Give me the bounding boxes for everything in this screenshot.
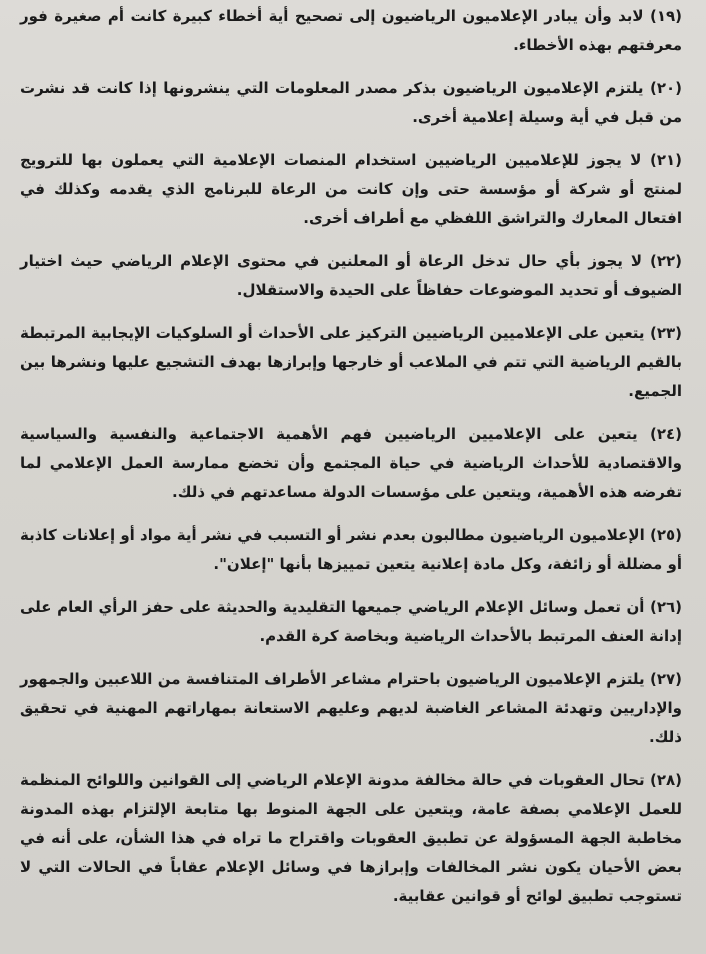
clause-21: (٢١) لا يجوز للإعلاميين الرياضيين استخدام المنصات الإعلامية التي يعملون بها للترويج لمنتج أو شركة أو مؤسسة حتى وإن كانت من الرعاة للبرنامج الذي يقدمه وكذلك في افتعال المعارك والتراشق اللفظي مع أطراف أخرى.: [20, 151, 682, 227]
paragraph-gap: [20, 233, 682, 247]
clause-25: (٢٥) الإعلاميون الرياضيون مطالبون بعدم نشر أو التسبب في نشر أية مواد أو إعلانات كاذبة أو مضللة أو زائفة، وكل مادة إعلانية يتعين تمييزها بأنها "إعلان".: [20, 526, 682, 573]
paragraph-gap: [20, 132, 682, 146]
paragraph-gap: [20, 579, 682, 593]
paragraph-gap: [20, 651, 682, 665]
clause-24: (٢٤) يتعين على الإعلاميين الرياضيين فهم الأهمية الاجتماعية والنفسية والسياسية والاقتصادية للأحداث الرياضية في حياة المجتمع وأن تخضع ممارسة العمل الإعلامي لما تفرضه هذه الأهمية، ويتعين على مؤسسات الدولة مساعدتهم في ذلك.: [20, 425, 682, 501]
clause-26: (٢٦) أن تعمل وسائل الإعلام الرياضي جميعها التقليدية والحديثة على حفز الرأي العام على إدانة العنف المرتبط بالأحداث الرياضية وبخاصة كرة القدم.: [20, 598, 682, 645]
clause-28: (٢٨) تحال العقوبات في حالة مخالفة مدونة الإعلام الرياضي إلى القوانين واللوائح المنظمة للعمل الإعلامي بصفة عامة، ويتعين على الجهة المنوط بها متابعة الإلتزام بهذه المدونة مخاطبة الجهة المسؤولة عن تطبيق العقوبات واقتراح ما تراه في هذا الشأن، على أنه في بعض الأحيان يكون نشر المخالفات وإبرازها في وسائل الإعلام عقاباً في الحالات التي لا تستوجب تطبيق لوائح أو قوانين عقابية.: [20, 771, 682, 905]
clause-22: (٢٢) لا يجوز بأي حال تدخل الرعاة أو المعلنين في محتوى الإعلام الرياضي حيث اختيار الضيوف أو تحديد الموضوعات حفاظاً على الحيدة والاستقلال.: [20, 252, 682, 299]
clause-27: (٢٧) يلتزم الإعلاميون الرياضيون باحترام مشاعر الأطراف المتنافسة من اللاعبين والجمهور والإداريين وتهدئة المشاعر الغاضبة لديهم وعليهم الاستعانة بمهاراتهم المهنية في تحقيق ذلك.: [20, 670, 682, 746]
paragraph-gap: [20, 406, 682, 420]
clause-20: (٢٠) يلتزم الإعلاميون الرياضيون بذكر مصدر المعلومات التي ينشرونها إذا كانت قد نشرت من قبل في أية وسيلة إعلامية أخرى.: [20, 79, 682, 126]
paragraph-gap: [20, 60, 682, 74]
paragraph-gap: [20, 752, 682, 766]
document-body: [20, 2, 682, 911]
paragraph-gap: [20, 507, 682, 521]
clause-19: (١٩) لابد وأن يبادر الإعلاميون الرياضيون إلى تصحيح أية أخطاء كبيرة كانت أم صغيرة فور معرفتهم بهذه الأخطاء.: [20, 7, 682, 54]
paragraph-gap: [20, 305, 682, 319]
clause-23: (٢٣) يتعين على الإعلاميين الرياضيين التركيز على الأحداث أو السلوكيات الإيجابية المرتبطة بالقيم الرياضية التي تتم في الملاعب أو خارجها وإبرازها بهدف التشجيع عليها ونشرها بين الجميع.: [20, 324, 682, 400]
